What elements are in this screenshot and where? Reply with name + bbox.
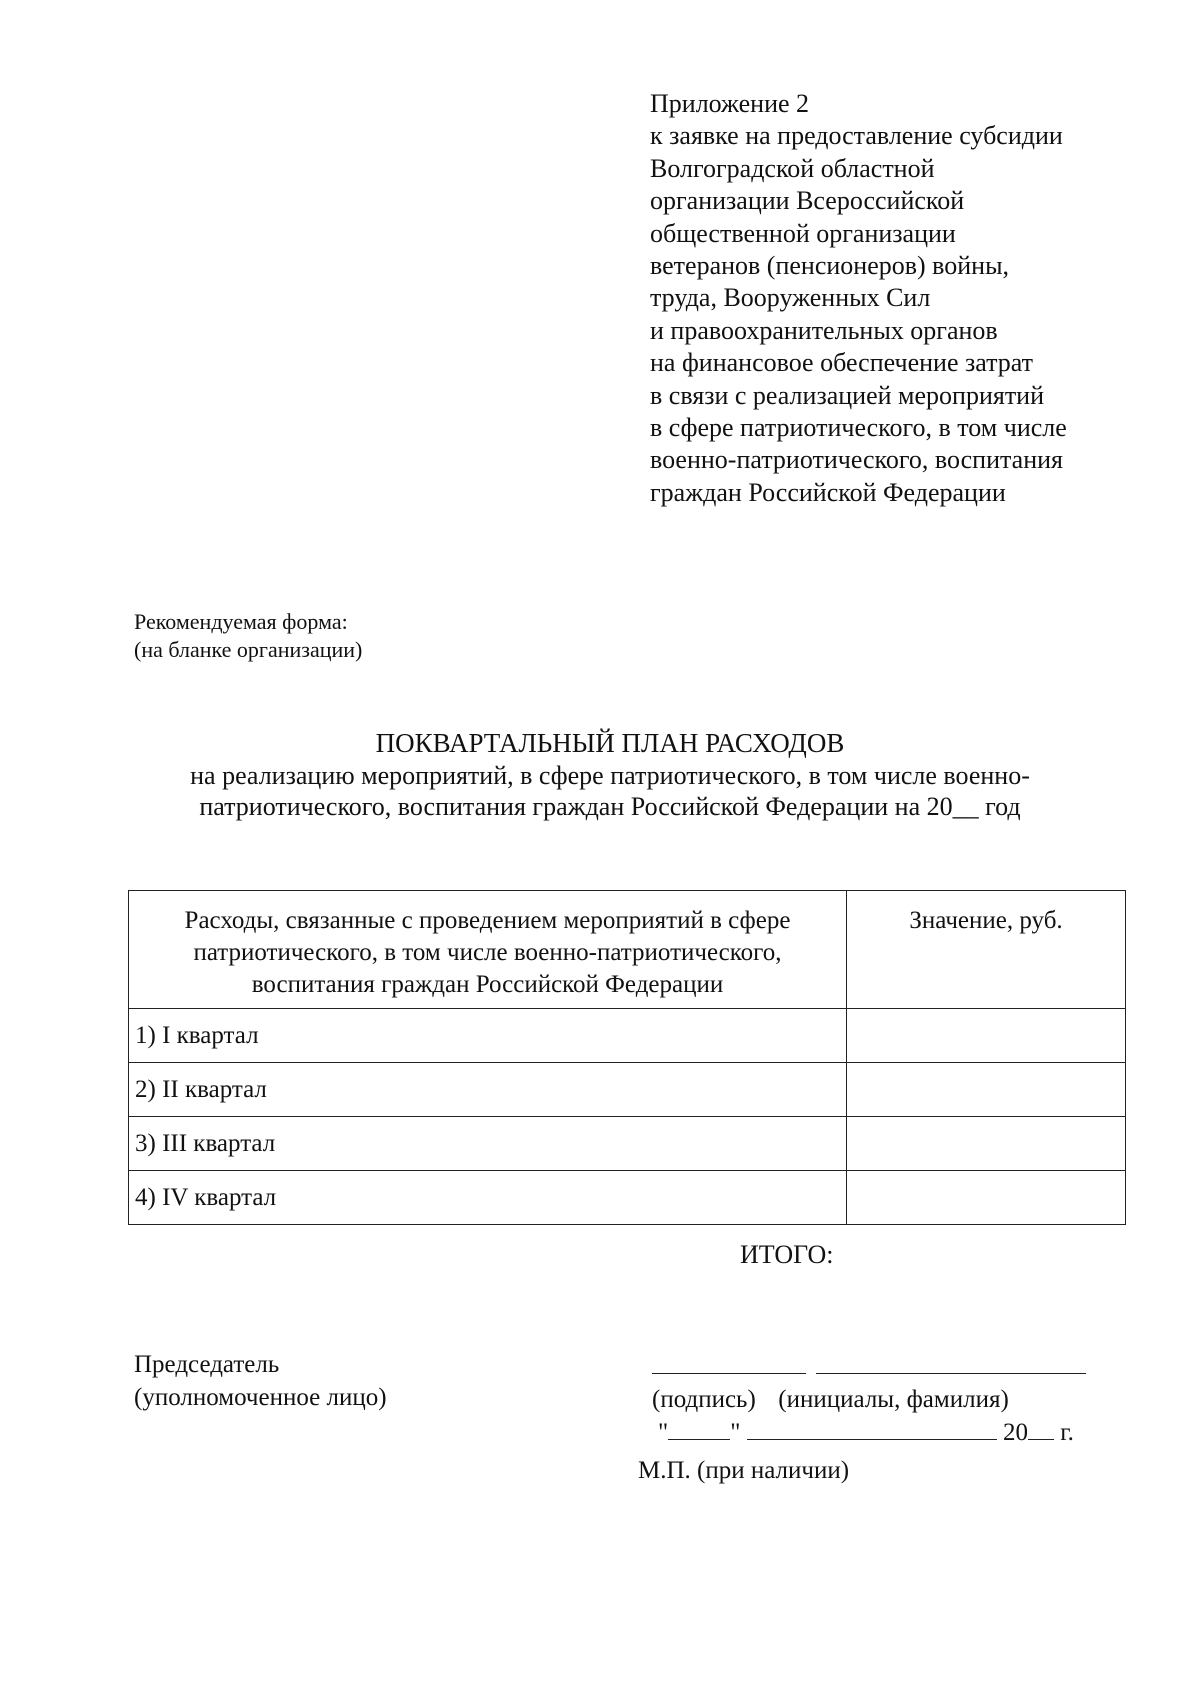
year-suffix: г. <box>1060 1419 1074 1446</box>
appendix-line: в сфере патриотического, в том числе <box>650 413 1067 443</box>
year-prefix: 20 <box>1002 1419 1028 1446</box>
quarter-value-cell[interactable] <box>847 1009 1126 1063</box>
appendix-line: в связи с реализацией мероприятий <box>650 380 1045 410</box>
position-line1: Председатель <box>134 1351 280 1378</box>
appendix-line: ветеранов (пенсионеров) войны, <box>650 251 1010 281</box>
quarter-value-cell[interactable] <box>847 1171 1126 1225</box>
expense-plan-table <box>128 890 1126 1225</box>
title-main: ПОКВАРТАЛЬНЫЙ ПЛАН РАСХОДОВ <box>375 728 845 758</box>
appendix-line: труда, Вооруженных Сил <box>650 283 931 313</box>
appendix-line: общественной организации <box>650 218 956 248</box>
header-expense <box>129 891 847 1009</box>
quarter-value-cell[interactable] <box>847 1063 1126 1117</box>
appendix-line: военно-патриотического, воспитания <box>650 445 1064 475</box>
total-label: ИТОГО: <box>740 1240 834 1269</box>
stamp-note: М.П. (при наличии) <box>638 1457 850 1484</box>
quarter-label: 3) III квартал <box>129 1117 847 1171</box>
title-sub-line2: патриотического, воспитания граждан Российской Федерации на 20__ год <box>199 792 1021 821</box>
document-title <box>110 726 1110 822</box>
signatory-position <box>134 1348 387 1414</box>
date-line <box>658 1416 1074 1449</box>
name-blank-line[interactable] <box>816 1373 1086 1374</box>
appendix-line: к заявке на предоставление субсидии <box>650 121 1063 151</box>
header-value: Значение, руб. <box>847 891 1126 1009</box>
recommended-form-note <box>134 608 362 664</box>
quarter-label: 1) I квартал <box>129 1009 847 1063</box>
form-note-line2: (на бланке организации) <box>134 637 363 662</box>
day-blank[interactable] <box>668 1417 730 1440</box>
header-expense-line: патриотического, в том числе военно-патриотического, <box>193 939 782 966</box>
quote-close: " <box>730 1419 741 1446</box>
year-blank[interactable] <box>1028 1417 1054 1440</box>
quarter-label: 2) II квартал <box>129 1063 847 1117</box>
appendix-line: граждан Российской Федерации <box>650 477 1006 507</box>
name-caption: (инициалы, фамилия) <box>778 1386 1009 1413</box>
quarter-label: 4) IV квартал <box>129 1171 847 1225</box>
title-sub-line1: на реализацию мероприятий, в сфере патриотического, в том числе военно- <box>190 761 1030 790</box>
appendix-line: и правоохранительных органов <box>650 315 998 345</box>
appendix-line: организации Всероссийской <box>650 186 965 216</box>
position-line2: (уполномоченное лицо) <box>134 1384 387 1411</box>
quote-open: " <box>658 1419 669 1446</box>
appendix-header <box>650 88 1170 509</box>
table-row <box>129 1063 1126 1117</box>
signature-blank-line[interactable] <box>652 1373 806 1374</box>
table-row <box>129 1009 1126 1063</box>
signature-caption: (подпись) <box>652 1386 756 1413</box>
table-row <box>129 1171 1126 1225</box>
appendix-line: на финансовое обеспечение затрат <box>650 348 1034 378</box>
quarter-value-cell[interactable] <box>847 1117 1126 1171</box>
form-note-line1: Рекомендуемая форма: <box>134 609 348 634</box>
signature-captions <box>652 1383 1009 1416</box>
table-row <box>129 1117 1126 1171</box>
appendix-line: Волгоградской областной <box>650 153 935 183</box>
header-expense-line: Расходы, связанные с проведением мероприятий в сфере <box>184 907 791 934</box>
table-header-row <box>129 891 1126 1009</box>
appendix-line: Приложение 2 <box>650 89 810 118</box>
month-blank[interactable] <box>747 1417 997 1440</box>
header-expense-line: воспитания граждан Российской Федерации <box>251 971 724 998</box>
